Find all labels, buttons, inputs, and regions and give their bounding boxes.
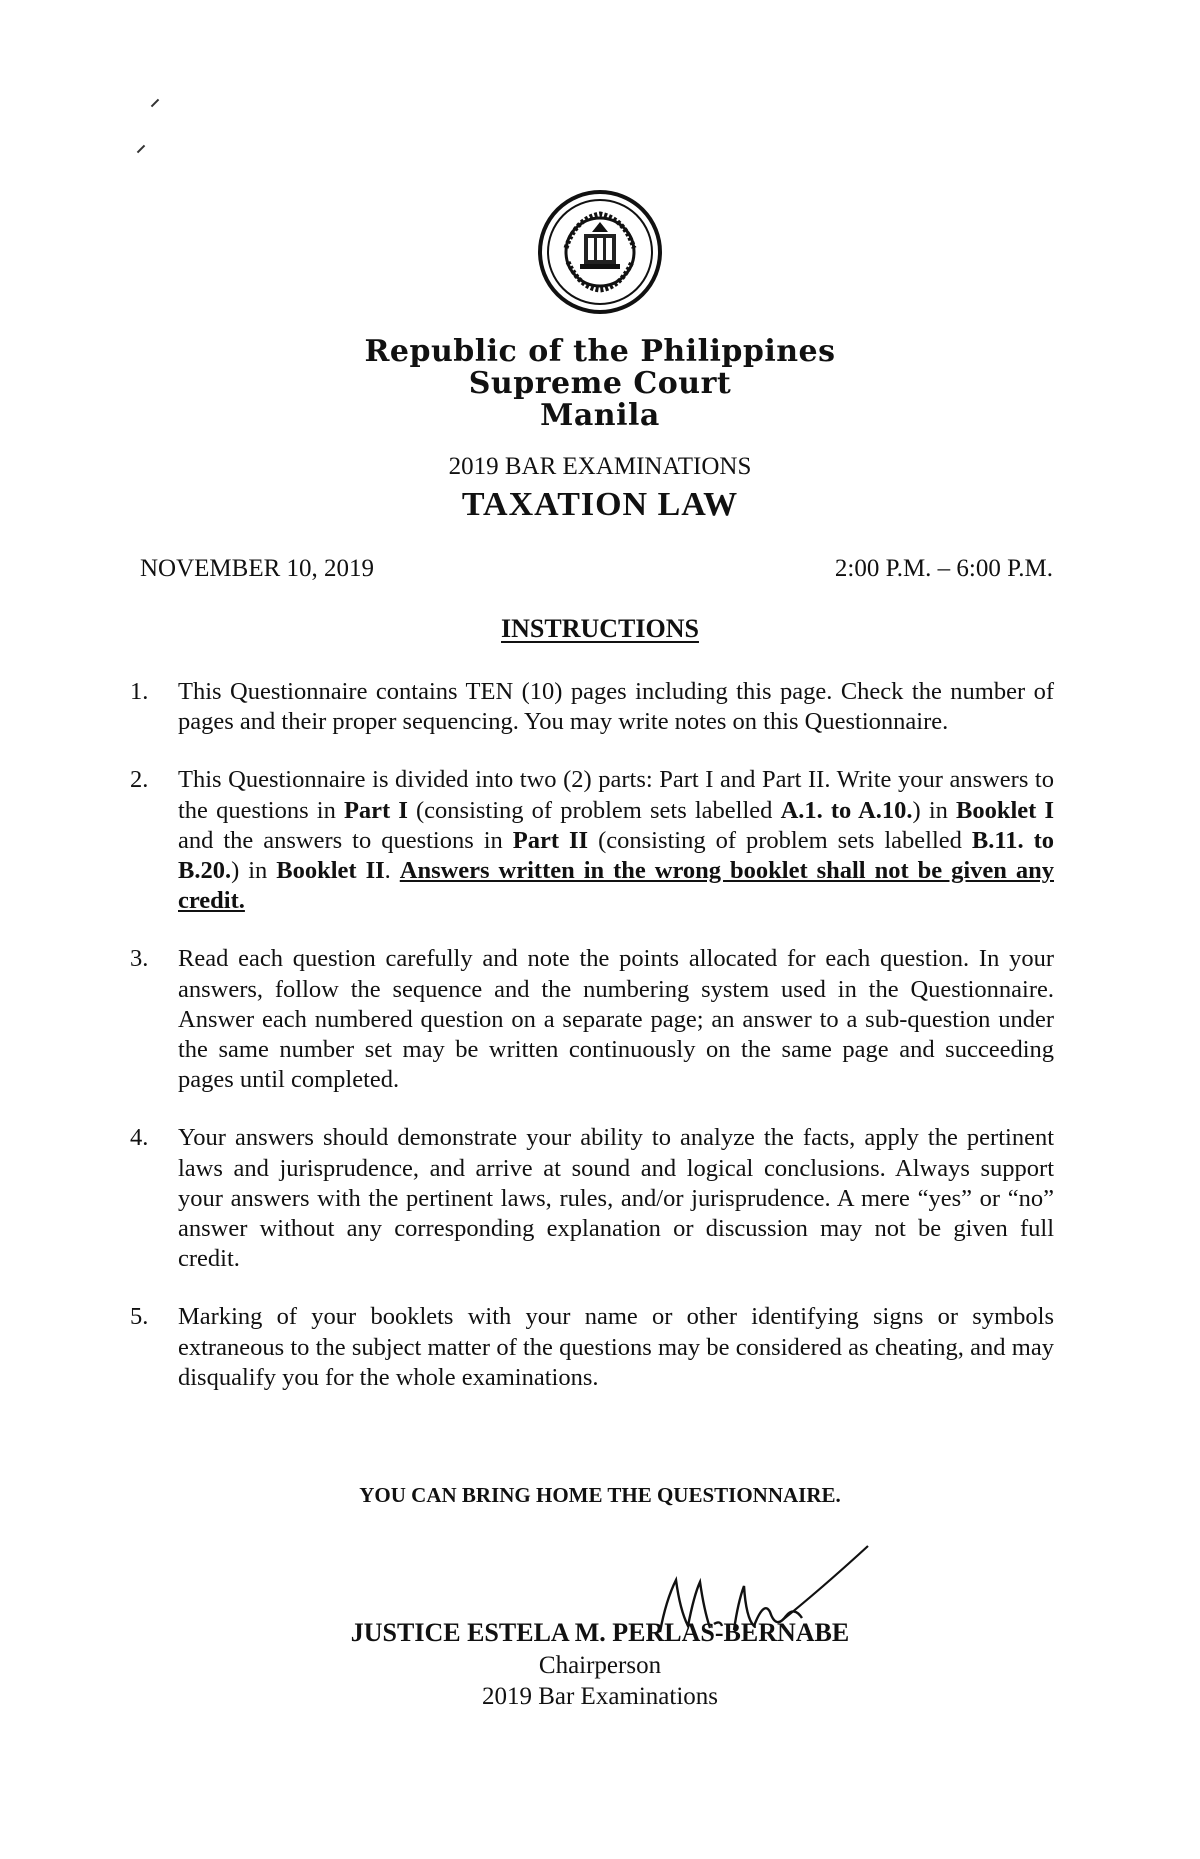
instruction-text: ) in	[912, 796, 957, 824]
exam-subject: TAXATION LAW	[461, 486, 739, 523]
instruction-item	[130, 765, 1055, 916]
scan-mark	[137, 145, 145, 153]
instruction-emphasis: Part I	[343, 796, 408, 824]
signatory-name: JUSTICE ESTELA M. PERLAS-BERNABE	[350, 1618, 850, 1647]
closing-note: YOU CAN BRING HOME THE QUESTIONNAIRE.	[359, 1483, 841, 1507]
instruction-number: 2.	[130, 766, 149, 794]
instruction-item	[130, 944, 1054, 1095]
exam-date: NOVEMBER 10, 2019	[140, 555, 375, 582]
instruction-text: (consisting of problem sets labelled	[588, 826, 972, 854]
instruction-text: ) in	[231, 857, 277, 885]
signatory-role: Chairperson	[538, 1652, 662, 1679]
exam-time: 2:00 P.M. – 6:00 P.M.	[834, 555, 1053, 582]
court-heading: Supreme Court	[468, 366, 732, 401]
instruction-emphasis: Booklet I	[956, 796, 1054, 824]
instruction-item	[130, 1302, 1054, 1393]
supreme-court-seal-icon	[536, 188, 664, 316]
instruction-text: .	[384, 857, 400, 885]
instruction-number: 4.	[130, 1124, 149, 1152]
instruction-emphasis: A.1. to A.10.	[780, 796, 913, 824]
instruction-text: Read each question carefully and note the points allocated for each question. In your answers, follow the sequence and the numbering system used in the Questionnaire. Answer each numbered question on a separate page; an answer to a sub-question under the same number set may be written continuously on the same page and succeeding pages until completed.	[178, 945, 1054, 1094]
instruction-text: (consisting of problem sets labelled	[407, 796, 781, 824]
scan-mark	[151, 99, 159, 107]
instruction-emphasis: Part II	[512, 826, 589, 854]
instruction-text: This Questionnaire is divided into two (2) parts: Part I and Part II. Write your answers to the questions in	[178, 766, 1054, 824]
instruction-text: and the answers to questions in	[178, 826, 513, 854]
city-heading: Manila	[540, 398, 660, 433]
instruction-warning: Answers written in the wrong booklet shall not be given any credit.	[178, 857, 1054, 915]
instruction-item	[130, 1123, 1054, 1274]
instruction-emphasis: Booklet II	[276, 857, 385, 885]
instructions-heading: INSTRUCTIONS	[501, 614, 699, 643]
exam-name: 2019 BAR EXAMINATIONS	[448, 453, 752, 480]
instruction-text: Marking of your booklets with your name or other identifying signs or symbols extraneous to the subject matter of the questions may be considered as cheating, and may disqualify you for the whole examinations.	[178, 1303, 1054, 1391]
instruction-number: 3.	[130, 945, 149, 973]
signatory-role-subtitle: 2019 Bar Examinations	[481, 1683, 719, 1710]
instruction-item	[130, 677, 1054, 737]
instructions-list	[130, 677, 1055, 1421]
instruction-emphasis: B.11. to B.20.	[178, 826, 1055, 885]
instruction-number: 5.	[130, 1303, 149, 1331]
instruction-number: 1.	[130, 678, 149, 705]
instruction-text: This Questionnaire contains TEN (10) pages including this page. Check the number of pages and their proper sequencing. You may write notes on this Questionnaire.	[178, 678, 1054, 736]
republic-heading: Republic of the Philippines	[364, 334, 836, 369]
instruction-text: Your answers should demonstrate your ability to analyze the facts, apply the pertinent laws and jurisprudence, and arrive at sound and logical conclusions. Always support your answers with the pertinent laws, rules, and/or jurisprudence. A mere “yes” or “no” answer without any corresponding explanation or discussion may not be given full credit.	[178, 1124, 1054, 1273]
